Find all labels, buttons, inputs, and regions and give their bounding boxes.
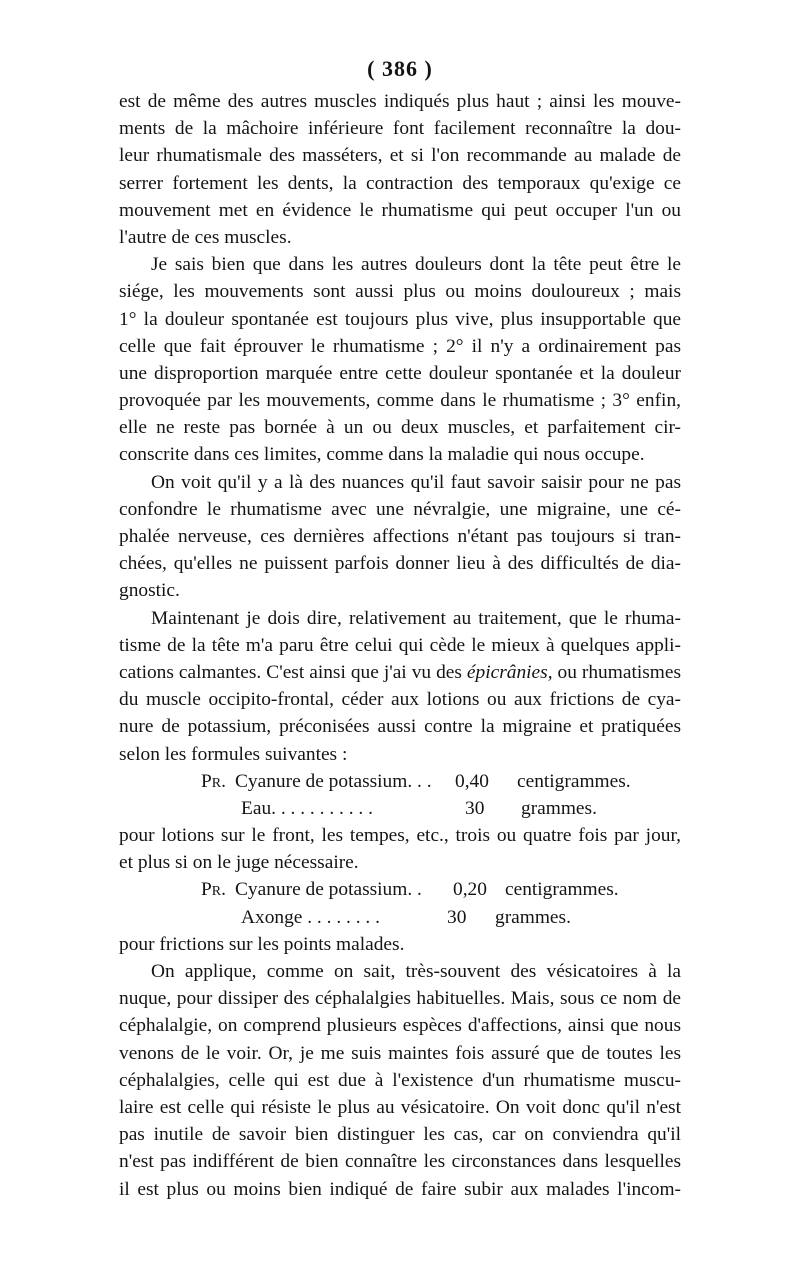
- text-line: celle que fait éprouver le rhumatisme ; 2° il n'y a ordinairement pas: [119, 335, 681, 357]
- recipe-line: [119, 795, 681, 822]
- paragraph-3: [119, 469, 681, 605]
- text-line: Je sais bien que dans les autres douleurs dont la tête peut être le: [151, 254, 681, 276]
- text-line: n'est pas indifférent de bien connaître les circonstances dans lesquelles: [119, 1151, 681, 1173]
- recipe-unit: grammes.: [495, 906, 571, 928]
- text-line: selon les formules suivantes :: [119, 743, 348, 765]
- text-line: phalée nerveuse, ces dernières affections n'étant pas toujours si tran-: [119, 526, 681, 547]
- text-line: 1° la douleur spontanée est toujours plus vive, plus insupportable que: [119, 308, 681, 330]
- text-line: On voit qu'il y a là des nuances qu'il faut savoir saisir pour ne pas: [151, 471, 681, 493]
- text-line: pas inutile de savoir bien distinguer les cas, car on conviendra qu'il: [119, 1124, 681, 1146]
- text-line: l'autre de ces muscles.: [119, 226, 292, 248]
- recipe-line: [119, 876, 681, 903]
- text-line: pour lotions sur le front, les tempes, etc., trois ou quatre fois par jour,: [119, 825, 681, 847]
- recipe-unit: centigrammes.: [517, 770, 631, 792]
- page-body: [119, 88, 681, 1203]
- text-line: On applique, comme on sait, très-souvent des vésicatoires à la: [151, 961, 681, 982]
- recipe-ingredient: Cyanure de potassium. . .: [235, 770, 432, 792]
- page-number: ( 386 ): [367, 56, 433, 81]
- recipe-ingredient: Eau. . . . . . . . . . .: [241, 797, 373, 819]
- recipe-unit: grammes.: [521, 797, 597, 819]
- text-line: nure de potassium, préconisées aussi contre la migraine et pratiquées: [119, 716, 681, 738]
- recipe-quantity: 30: [465, 797, 485, 819]
- text-fragment: cations calmantes. C'est ainsi que j'ai vu des: [119, 661, 467, 683]
- recipe-line: [119, 768, 681, 795]
- paragraph-5: [119, 958, 681, 1203]
- text-line: [119, 659, 681, 686]
- text-line: nuque, pour dissiper des céphalalgies habituelles. Mais, sous ce nom de: [119, 988, 681, 1010]
- recipe-1-usage: [119, 822, 681, 876]
- text-line: du muscle occipito-frontal, céder aux lotions ou aux frictions de cya-: [119, 689, 681, 711]
- text-line: tisme de la tête m'a paru être celui qui cède le mieux à quelques appli-: [119, 634, 681, 656]
- text-line: serrer fortement les dents, la contraction des temporaux qu'exige ce: [119, 172, 681, 194]
- italic-term: épicrânies: [466, 661, 548, 683]
- text-line: Maintenant je dois dire, relativement au traitement, que le rhuma-: [151, 607, 681, 629]
- recipe-quantity: 0,20: [453, 879, 487, 901]
- recipe-ingredient: Cyanure de potassium. .: [235, 879, 422, 901]
- text-line: mouvement met en évidence le rhumatisme qui peut occuper l'un ou: [119, 199, 681, 221]
- recipe-1: [119, 768, 681, 822]
- recipe-prefix: Pr.: [201, 770, 226, 792]
- recipe-unit: centigrammes.: [505, 879, 619, 901]
- text-line: chées, qu'elles ne puissent parfois donner lieu à des difficultés de dia-: [119, 553, 681, 575]
- text-line: venons de le voir. Or, je me suis maintes fois assuré que de toutes les: [119, 1042, 681, 1064]
- text-line: leur rhumatismale des masséters, et si l'on recommande au malade de: [119, 145, 681, 167]
- recipe-2-usage: [119, 931, 681, 958]
- text-line: confondre le rhumatisme avec une névralgie, une migraine, une cé-: [119, 498, 681, 520]
- text-line: conscrite dans ces limites, comme dans la maladie qui nous occupe.: [119, 444, 645, 466]
- recipe-quantity: 30: [447, 906, 467, 928]
- recipe-quantity: 0,40: [455, 770, 489, 792]
- text-line: est de même des autres muscles indiqués plus haut ; ainsi les mouve-: [119, 91, 681, 112]
- text-line: ments de la mâchoire inférieure font facilement reconnaître la dou-: [119, 118, 681, 140]
- recipe-prefix: Pr.: [201, 879, 226, 901]
- text-line: gnostic.: [119, 580, 180, 602]
- recipe-2: [119, 876, 681, 930]
- paragraph-2: [119, 251, 681, 469]
- recipe-line: [119, 904, 681, 931]
- text-line: pour frictions sur les points malades.: [119, 933, 405, 955]
- text-line: laire est celle qui résiste le plus au vésicatoire. On voit donc qu'il n'est: [119, 1096, 681, 1118]
- paragraph-4: [119, 605, 681, 768]
- text-line: elle ne reste pas bornée à un ou deux muscles, et parfaitement cir-: [119, 417, 681, 439]
- text-line: une disproportion marquée entre cette douleur spontanée et la douleur: [119, 362, 681, 384]
- recipe-ingredient: Axonge . . . . . . . .: [241, 906, 380, 928]
- paragraph-1: [119, 88, 681, 251]
- text-line: céphalalgies, celle qui est due à l'existence d'un rhumatisme muscu-: [119, 1069, 681, 1091]
- text-line: et plus si on le juge nécessaire.: [119, 852, 359, 874]
- text-line: provoquée par les mouvements, comme dans le rhumatisme ; 3° enfin,: [119, 390, 681, 412]
- text-line: céphalalgie, on comprend plusieurs espèces d'affections, ainsi que nous: [119, 1015, 681, 1037]
- text-fragment: , ou rhumatismes: [547, 661, 681, 683]
- text-line: il est plus ou moins bien indiqué de faire subir aux malades l'incom-: [119, 1178, 681, 1200]
- text-line: siége, les mouvements sont aussi plus ou moins douloureux ; mais: [119, 281, 681, 303]
